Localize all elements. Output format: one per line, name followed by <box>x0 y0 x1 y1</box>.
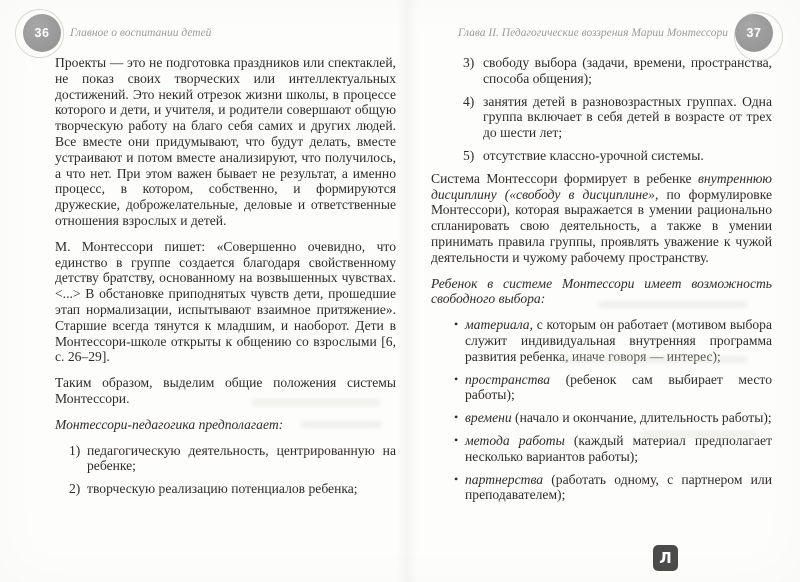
italic-text-segment: Ребенок в системе Монтессори имеет возможность свободного выбора: <box>431 275 772 307</box>
page-number-right: 37 <box>746 26 762 40</box>
scan-bleed-artifact <box>560 356 748 363</box>
labirint-logo-letter: Л <box>659 549 672 567</box>
list-number: 2) <box>69 481 81 497</box>
text-segment: Система Монтессори формирует в ребенке <box>431 170 699 186</box>
text-segment: М. Монтессори пишет: «Совершенно очевидно, что единство в группе создается благодаря свойственному детству братству, основанному на возвышенных чувствах. <...> В обстановке приподнятых чувств дети, прошедшие этап нормализации, испытывают взаимное притяжение». Старшие всегда тянутся к младшим, и наоборот. Дети в Монтессори-школе открыты к общению со взрослыми [6, с. 26–29]. <box>55 238 396 365</box>
list-item-text <box>87 481 358 496</box>
list-item-text <box>465 372 772 403</box>
left-page-text-column <box>55 55 396 504</box>
numbered-item <box>431 55 772 87</box>
numbered-item <box>431 148 772 164</box>
paragraph <box>55 239 396 365</box>
page-number-left: 36 <box>34 26 50 40</box>
list-item-text <box>483 148 704 163</box>
list-number: 5) <box>463 147 475 163</box>
bullet-icon: • <box>454 317 459 332</box>
text-segment: , по формулировке Монтессори), которая выражается в умении рационально спланировать свою деятельность, а также в умении принимать правила группы, проявлять уважение к чужой деятельности и чужому рабочему пространству. <box>431 186 772 265</box>
scan-bleed-artifact <box>640 431 758 438</box>
text-segment: творческую реализацию потенциалов ребенка; <box>87 481 358 497</box>
numbered-item <box>431 94 772 141</box>
text-segment: (каждый материал предполагает несколько вариантов работы); <box>465 432 773 464</box>
right-page-text-column <box>431 55 772 510</box>
list-item-text <box>483 94 772 141</box>
bullet-icon: • <box>454 410 459 425</box>
list-item-text <box>465 410 772 425</box>
text-segment: (работать одному, с партнером или преподавателем); <box>465 471 772 503</box>
text-segment: отсутствие классно-урочной системы. <box>483 147 704 163</box>
bullet-item <box>431 410 772 426</box>
bullet-icon: • <box>454 471 459 486</box>
list-number: 1) <box>69 442 81 458</box>
italic-text-segment: времени <box>465 410 512 426</box>
text-segment: свободу выбора (задачи, времени, пространства, способа общения); <box>483 55 772 86</box>
text-segment: Проекты — это не подготовка праздников или спектаклей, не показ своих творческих или интеллектуальных достижений. Это некий отрезок жизни школы, в процессе которого и дети, и учителя, и родители совершают общую творческую работу на благо себя самих и других людей. Все вместе они придумывают, что будут делать, вместе устраивают и потом вместе анализируют, что получилось, а что нет. При этом важен бывает не результат, а именно процесс, в котором, собственно, и формируются дружеские, доброжелательные, деловые и ответственные отношения взрослых и детей. <box>55 55 396 228</box>
numbered-item <box>55 443 396 475</box>
text-segment: (ребенок сам выбирает место работы); <box>465 371 772 403</box>
italic-text-segment: партнерства <box>465 471 544 487</box>
italic-text-segment: метода работы <box>465 432 565 448</box>
text-segment: педагогическую деятельность, центрированную на ребенке; <box>87 442 396 474</box>
list-number: 4) <box>463 93 475 109</box>
list-item-text <box>483 55 772 86</box>
italic-text-segment: материала <box>465 317 530 333</box>
text-segment: занятия детей в разновозрастных группах. Одна группа включает в себя детей в возрасте от трех до шести лет; <box>483 93 772 141</box>
italic-text-segment: пространства <box>465 371 551 387</box>
paragraph <box>431 171 772 266</box>
list-number: 3) <box>463 55 475 70</box>
page-number-badge-right <box>735 14 773 52</box>
scan-bleed-artifact <box>598 301 748 308</box>
bullet-item <box>431 472 772 504</box>
labirint-logo <box>653 545 678 571</box>
text-segment: (начало и окончание, длительность работы); <box>511 410 772 426</box>
bullet-icon: • <box>454 371 459 386</box>
bullet-item <box>431 372 772 404</box>
scan-bleed-artifact <box>252 399 380 406</box>
scan-bleed-artifact <box>300 421 382 428</box>
page-number-badge-left <box>23 14 61 52</box>
bullet-icon: • <box>454 432 459 447</box>
list-item-text <box>87 443 396 474</box>
running-header-left: Главное о воспитании детей <box>70 27 212 39</box>
list-item-text <box>465 472 772 503</box>
running-header-right: Глава II. Педагогические воззрения Марии Монтессори <box>458 27 728 39</box>
paragraph <box>55 55 396 229</box>
numbered-item <box>55 481 396 497</box>
text-segment: , с которым он работает (мотивом выбора служит индивидуальная внутренняя программа развития ребенка, иначе говоря — интерес); <box>465 317 772 364</box>
italic-text-segment: внутреннюю дисциплину («свободу в дисциплине» <box>431 170 772 202</box>
text-segment: Таким образом, выделим общие положения системы Монтессори. <box>55 375 396 406</box>
italic-text-segment: Монтессори-педагогика предполагает: <box>55 416 284 432</box>
